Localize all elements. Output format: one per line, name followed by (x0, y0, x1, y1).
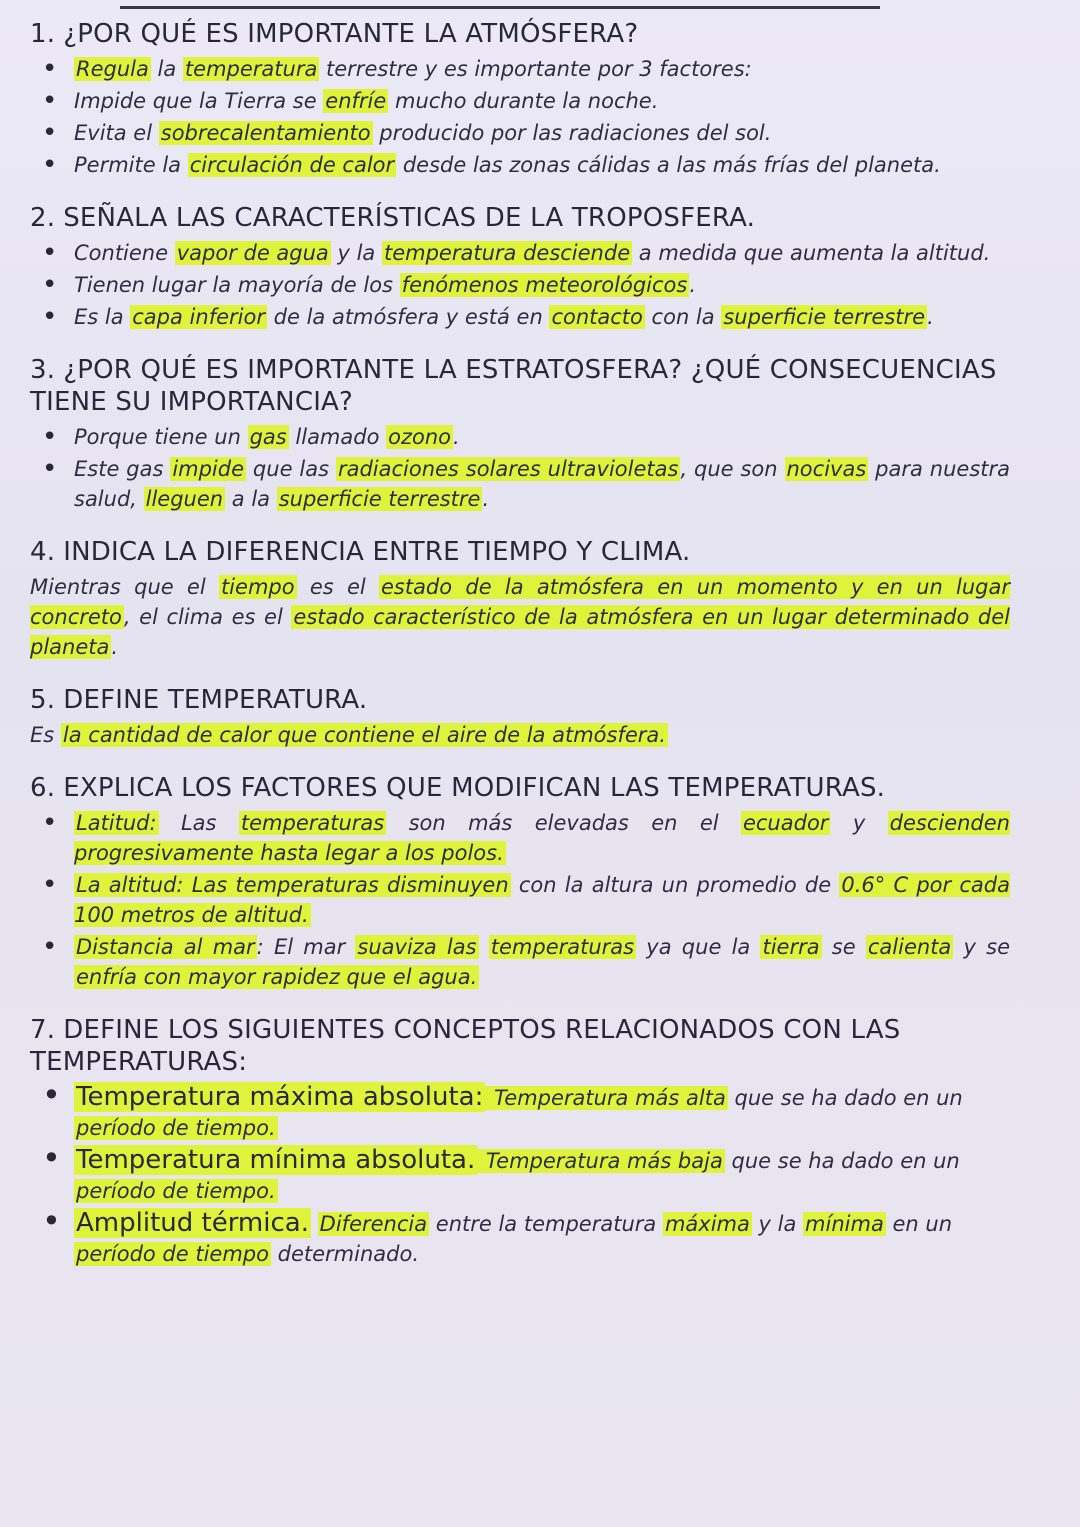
highlighted-text: período de tiempo. (76, 1179, 276, 1203)
text-run: Porque tiene un (74, 425, 248, 449)
concept-term: Amplitud térmica. (76, 1208, 309, 1238)
text-run: la (150, 57, 183, 81)
text-run: determinado. (270, 1242, 420, 1266)
list-item (74, 454, 1010, 514)
answer-list (30, 422, 1010, 514)
highlighted-text: estado de la atmósfera en un momento y en un lugar concreto (30, 575, 1010, 629)
text-run: ya que la (636, 935, 761, 959)
highlighted-text: calienta (867, 935, 952, 959)
text-run: Las (158, 811, 239, 835)
highlighted-text: ecuador (742, 811, 829, 835)
list-item (74, 1145, 1010, 1206)
text-run: mucho durante la noche. (388, 89, 659, 113)
list-item (74, 932, 1010, 992)
highlighted-text: superficie terrestre (278, 487, 481, 511)
highlighted-text: tierra (762, 935, 820, 959)
text-run: para nuestra salud, (74, 457, 1010, 511)
text-run: que se ha dado en un (724, 1149, 960, 1173)
highlighted-text: temperatura desciende (383, 241, 631, 265)
list-item (74, 238, 1010, 268)
text-run: desde las zonas cálidas a las más frías del planeta. (396, 153, 941, 177)
text-run: Impide que la Tierra se (74, 89, 324, 113)
question-title: 6. EXPLICA LOS FACTORES QUE MODIFICAN LAS TEMPERATURAS. (30, 773, 886, 803)
text-run: Contiene (74, 241, 175, 265)
highlighted-text: contacto (551, 305, 643, 329)
text-run: . (927, 305, 934, 329)
question-title: 5. DEFINE TEMPERATURA. (30, 685, 368, 715)
question-title: 2. SEÑALA LAS CARACTERÍSTICAS DE LA TROPOSFERA. (30, 203, 756, 233)
question-title: 3. ¿POR QUÉ ES IMPORTANTE LA ESTRATOSFERA? ¿QUÉ CONSECUENCIAS TIENE SU IMPORTANCIA? (30, 355, 997, 417)
text-run: llamado (288, 425, 387, 449)
highlighted-text: nocivas (786, 457, 867, 481)
text-run: Es la (74, 305, 131, 329)
text-run: , que son (680, 457, 785, 481)
list-item (74, 150, 1010, 180)
highlighted-text: descienden progresivamente hasta legar a los polos. (74, 811, 1010, 865)
answer-list (30, 1082, 1010, 1269)
section-7 (30, 1014, 1010, 1269)
list-item (74, 270, 1010, 300)
list-item (74, 870, 1010, 930)
highlighted-text: fenómenos meteorológicos (401, 273, 688, 297)
section-4 (30, 536, 1010, 662)
highlighted-text: suaviza las (357, 935, 477, 959)
question-title: 4. INDICA LA DIFERENCIA ENTRE TIEMPO Y CLIMA. (30, 537, 691, 567)
highlighted-text: sobrecalentamiento (160, 121, 371, 145)
text-run: Este gas (74, 457, 171, 481)
text-run: de la atmósfera y está en (266, 305, 550, 329)
list-item (74, 422, 1010, 452)
answer-list (30, 808, 1010, 992)
text-run: . (689, 273, 697, 297)
highlighted-text: lleguen (145, 487, 224, 511)
highlighted-text: Distancia al mar (76, 935, 255, 959)
text-run: que se ha dado en un (727, 1086, 963, 1110)
text-run: es el (296, 575, 379, 599)
highlighted-text: circulación de calor (189, 153, 395, 177)
section-2 (30, 202, 1010, 332)
answer-paragraph (30, 572, 1010, 662)
highlighted-text: gas (249, 425, 287, 449)
highlighted-text: tiempo (220, 575, 295, 599)
text-run: y la (330, 241, 382, 265)
list-item (74, 808, 1010, 868)
text-run: se (821, 935, 866, 959)
text-run: , el clima es el (123, 605, 292, 629)
highlighted-text: 0.6° C por cada 100 metros de altitud. (74, 873, 1010, 927)
question-title: 7. DEFINE LOS SIGUIENTES CONCEPTOS RELACIONADOS CON LAS TEMPERATURAS: (30, 1015, 901, 1077)
highlighted-text: mínima (805, 1212, 884, 1236)
text-run: Evita el (74, 121, 159, 145)
highlighted-text: vapor de agua (176, 241, 329, 265)
section-1 (30, 18, 1010, 180)
concept-term: Temperatura máxima absoluta: (76, 1082, 484, 1112)
highlighted-text: enfríe (325, 89, 387, 113)
list-item (74, 86, 1010, 116)
highlighted-text: temperaturas (490, 935, 635, 959)
text-run: terrestre y es importante por 3 factores: (319, 57, 752, 81)
concept-term: Temperatura mínima absoluta. (76, 1145, 476, 1175)
text-run: entre la temperatura (429, 1212, 663, 1236)
answer-list (30, 238, 1010, 332)
highlighted-text: Temperatura más alta (487, 1086, 726, 1110)
list-item (74, 1208, 1010, 1269)
text-run: : El mar (256, 935, 356, 959)
highlighted-text: La altitud: Las temperaturas disminuyen (76, 873, 509, 897)
highlighted-text: enfría con mayor rapidez que el agua. (76, 965, 478, 989)
text-run: son más elevadas en el (386, 811, 741, 835)
highlighted-text: estado característico de la atmósfera en un lugar determinado del planeta (30, 605, 1011, 659)
highlighted-text: radiaciones solares ultravioletas (337, 457, 679, 481)
highlighted-text: impide (172, 457, 245, 481)
text-run: en un (885, 1212, 953, 1236)
text-run: a medida que aumenta la altitud. (632, 241, 991, 265)
highlighted-text: la cantidad de calor que contiene el aire de la atmósfera. (62, 723, 666, 747)
highlighted-text: Temperatura más baja (479, 1149, 723, 1173)
text-run: a la (225, 487, 277, 511)
text-run: Es (30, 723, 61, 747)
text-run: con la altura un promedio de (510, 873, 840, 897)
highlighted-text: capa inferior (132, 305, 265, 329)
highlighted-text: temperaturas (240, 811, 385, 835)
section-3 (30, 354, 1010, 514)
text-run: y (830, 811, 888, 835)
text-run: . (111, 635, 119, 659)
list-item (74, 1082, 1010, 1143)
top-rule (120, 6, 880, 9)
text-run: y se (953, 935, 1010, 959)
highlighted-text: superficie terrestre (723, 305, 926, 329)
section-6 (30, 772, 1010, 992)
text-run (479, 935, 489, 959)
text-run (311, 1212, 318, 1236)
text-run: que las (246, 457, 336, 481)
list-item (74, 118, 1010, 148)
highlighted-text: período de tiempo (76, 1242, 269, 1266)
list-item (74, 54, 1010, 84)
answer-paragraph (30, 720, 1010, 750)
highlighted-text: máxima (664, 1212, 750, 1236)
text-run: y la (751, 1212, 804, 1236)
section-5 (30, 684, 1010, 750)
highlighted-text: período de tiempo. (76, 1116, 276, 1140)
highlighted-text: Regula (76, 57, 149, 81)
text-run: Permite la (74, 153, 188, 177)
text-run: . (482, 487, 490, 511)
question-title: 1. ¿POR QUÉ ES IMPORTANTE LA ATMÓSFERA? (30, 19, 639, 49)
text-run: Tienen lugar la mayoría de los (74, 273, 400, 297)
answer-list (30, 54, 1010, 180)
highlighted-text: Latitud: (76, 811, 157, 835)
list-item (74, 302, 1010, 332)
text-run: con la (644, 305, 722, 329)
highlighted-text: Diferencia (319, 1212, 428, 1236)
text-run: . (453, 425, 460, 449)
text-run: producido por las radiaciones del sol. (372, 121, 772, 145)
highlighted-text: temperatura (184, 57, 318, 81)
text-run: Mientras que el (30, 575, 219, 599)
highlighted-text: ozono (388, 425, 452, 449)
